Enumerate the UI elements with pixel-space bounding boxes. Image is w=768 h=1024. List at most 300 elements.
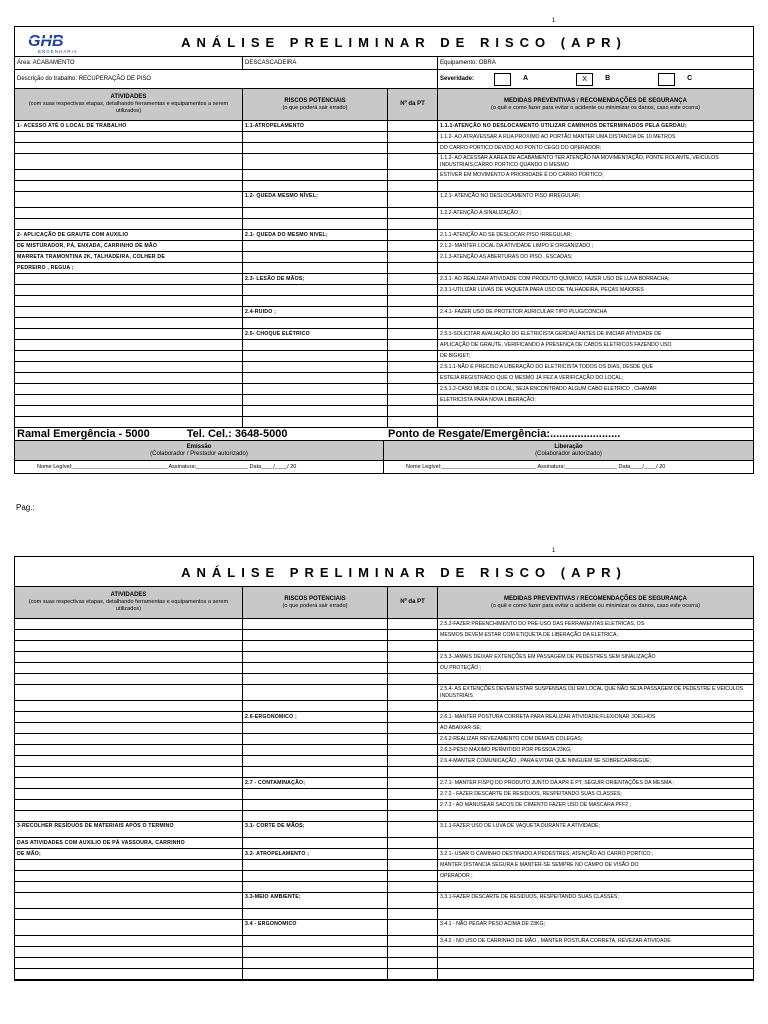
- pt-number-cell: [388, 318, 438, 328]
- activity-cell: [15, 307, 243, 317]
- pt-number-cell: [388, 674, 438, 684]
- table-row: [15, 789, 753, 800]
- risk-cell: [243, 154, 388, 169]
- table-row: [15, 936, 753, 947]
- measure-cell: 3.2.1- USAR O CAMINHO DESTINADO A PEDESTRES, ATENÇÃO AO CARRO PORTICO ;: [440, 851, 654, 857]
- work-description-field: Descrição do trabalho: RECUPERAÇÃO DE PISO: [15, 70, 438, 88]
- pt-number-cell: [388, 778, 438, 788]
- pt-number-cell: [388, 395, 438, 405]
- measure-cell: 2.6.3-PESO MAXIMO PERMITIDO POR PESSOA 23KG;: [440, 747, 572, 753]
- pt-number-cell: [388, 241, 438, 251]
- risk-cell: 2.7 - CONTAMINAÇÃO;: [243, 778, 388, 788]
- risk-cell: 1.2- QUEDA MESMO NÍVEL;: [243, 192, 388, 207]
- activity-cell: [15, 192, 243, 207]
- measure-cell: 2.5.4- AS EXTENÇÕES DEVEM ESTAR SUSPENSAS,OU EM LOCAL QUE NÃO SEJA PASSAGEM DE PEDESTRE E VEICULOS INDUSTRIAIS: [440, 686, 744, 699]
- pt-number-cell: [388, 969, 438, 979]
- table-header: [15, 587, 753, 619]
- pt-number-cell: [388, 800, 438, 810]
- risks-header: RISCOS POTENCIAIS (o que poderá sair errado): [243, 89, 388, 120]
- risk-cell: [243, 181, 388, 191]
- table-row: [15, 132, 753, 143]
- risk-cell: [243, 373, 388, 383]
- pt-number-cell: [388, 756, 438, 766]
- activity-cell: [15, 143, 243, 153]
- risk-cell: [243, 663, 388, 673]
- table-row: [15, 143, 753, 154]
- table-row: [15, 893, 753, 909]
- measure-cell: DE BIGKIET;: [440, 353, 470, 359]
- table-body: [15, 619, 753, 980]
- table-row: [15, 849, 753, 860]
- activity-cell: [15, 778, 243, 788]
- measure-cell: 2.6.1- MANTER POSTURA CORRETA PARA REALIZAR ATIVIDADE;FLEXIONAR JOELHOS: [440, 714, 656, 720]
- measure-cell: ELETRICISTA PARA NOVA LIBERAÇÃO;: [440, 397, 536, 403]
- risk-cell: [243, 745, 388, 755]
- table-row: [15, 778, 753, 789]
- activity-cell: [15, 734, 243, 744]
- page-number: 1: [552, 548, 556, 554]
- activity-cell: [15, 712, 243, 722]
- activity-cell: DAS ATIVIDADES COM AUXILIO DE PÁ VASSOURA, CARRINHO: [15, 838, 243, 848]
- measure-cell: 1.1.2- AO ATRAVESSAR A RUA PROXIMO AO PORTÃO MANTER UMA DISTANCIA DE 10 METROS: [440, 134, 676, 140]
- pt-number-cell: [388, 789, 438, 799]
- activity-cell: [15, 630, 243, 640]
- activity-cell: [15, 208, 243, 218]
- measure-cell: [438, 181, 753, 191]
- table-row: [15, 723, 753, 734]
- risk-cell: [243, 871, 388, 881]
- pt-number-cell: [388, 219, 438, 229]
- risk-cell: [243, 882, 388, 892]
- table-row: [15, 351, 753, 362]
- measure-cell: 2.7.3 - AO MANUSEAR SACOS DE CIMENTO FAZER USO DE MASCARA PFF2 ;: [440, 802, 632, 808]
- table-row: [15, 406, 753, 417]
- table-row: [15, 652, 753, 663]
- document-title: ANÁLISE PRELIMINAR DE RISCO (APR): [181, 35, 627, 50]
- severity-label: Severidade:: [440, 76, 475, 82]
- severity-c-checkbox[interactable]: [658, 73, 675, 86]
- table-row: [15, 712, 753, 723]
- risk-cell: [243, 351, 388, 361]
- pt-number-cell: [388, 252, 438, 262]
- table-row: [15, 384, 753, 395]
- risk-cell: [243, 362, 388, 372]
- table-row: [15, 800, 753, 811]
- table-row: [15, 871, 753, 882]
- risk-cell: [243, 969, 388, 979]
- severity-selector: [438, 70, 753, 88]
- risk-cell: [243, 340, 388, 350]
- pt-number-cell: [388, 373, 438, 383]
- pt-number-cell: [388, 208, 438, 218]
- table-row: [15, 860, 753, 871]
- measure-cell: 2.3.1-UTILIZAR LUVAS DE VAQUETA PARA USO DE TALHADEIRA, PEÇAS MAIORES: [440, 287, 644, 293]
- activity-cell: [15, 296, 243, 306]
- activity-cell: 2- APLICAÇÃO DE GRAUTE COM AUXILIO: [15, 230, 243, 240]
- pt-number-cell: [388, 745, 438, 755]
- activity-cell: [15, 674, 243, 684]
- pt-number-cell: [388, 685, 438, 700]
- measure-cell: 3.4.1 - NÃO PEGAR PESO ACIMA DE 23KG;: [440, 921, 545, 927]
- pt-number-cell: [388, 767, 438, 777]
- activity-cell: DE MISTURADOR, PÁ, ENXADA, CARRINHO DE MÃO: [15, 241, 243, 251]
- activities-header: ATIVIDADES (com suas respectivas etapas, detalhando ferramentas e equipamentos a serem utilizados): [15, 89, 243, 120]
- measure-cell: [438, 219, 753, 229]
- activity-cell: [15, 619, 243, 629]
- risk-cell: [243, 789, 388, 799]
- measure-cell: AO ABAIXAR-SE;: [440, 725, 482, 731]
- measure-cell: 3.3.1-FAZER DESCARTE DE RESIDUOS, RESPEITANDO SUAS CLASSES;: [440, 894, 619, 900]
- risk-cell: [243, 674, 388, 684]
- table-body: [15, 121, 753, 428]
- activity-cell: [15, 652, 243, 662]
- risk-cell: [243, 860, 388, 870]
- table-row: [15, 263, 753, 274]
- risk-cell: [243, 630, 388, 640]
- measure-cell: [438, 318, 753, 328]
- measure-cell: 2.5.1.2-CASO MUDE O LOCAL, SEJA ENCONTRADO ALGUM CABO ELETRICO , CHAMAR: [440, 386, 657, 392]
- measure-cell: OPERADOR ;: [440, 873, 473, 879]
- risk-cell: [243, 132, 388, 142]
- risk-cell: [243, 263, 388, 273]
- ponto-de-resgate: Ponto de Resgate/Emergência:.......................: [388, 428, 621, 440]
- table-row: [15, 882, 753, 893]
- pt-header: Nº da PT: [388, 587, 438, 618]
- pt-number-cell: [388, 170, 438, 180]
- title-row: [15, 557, 753, 587]
- activity-cell: [15, 958, 243, 968]
- activity-cell: [15, 351, 243, 361]
- title-row: [15, 27, 753, 57]
- table-row: [15, 838, 753, 849]
- measure-cell: 2.3.1- AO REALIZAR ATIVIDADE COM PRODUTO QUIMICO, FAZER USO DE LUVA BORRACHA;: [440, 276, 670, 282]
- table-row: [15, 241, 753, 252]
- activity-cell: [15, 285, 243, 295]
- pt-number-cell: [388, 822, 438, 837]
- activity-cell: 3-RECOLHER RESÍDUOS DE MATERIAIS APÓS O TERMINO: [15, 822, 243, 837]
- activity-cell: [15, 701, 243, 711]
- measure-cell: [438, 969, 753, 979]
- activity-cell: [15, 947, 243, 957]
- activity-cell: [15, 406, 243, 416]
- table-row: [15, 219, 753, 230]
- pag-label: Pag.:: [16, 503, 35, 512]
- risk-cell: 3.3-MEIO AMBIENTE;: [243, 893, 388, 908]
- pt-number-cell: [388, 340, 438, 350]
- risk-cell: [243, 406, 388, 416]
- measure-cell: [438, 406, 753, 416]
- activity-cell: [15, 663, 243, 673]
- pt-number-cell: [388, 909, 438, 919]
- measure-cell: 1.1.1-ATENÇÃO NO DESLOCAMENTO UTILIZAR CAMINHOS DETERMINADOS PELA GERDAU;: [440, 123, 687, 129]
- measure-cell: [438, 838, 753, 848]
- pt-number-cell: [388, 329, 438, 339]
- pt-number-cell: [388, 860, 438, 870]
- measure-cell: 2.5.3-JAMAIS DEIXAR EXTENÇÕES EM PASSAGEM DE PEDESTRES SEM SINALIZAÇÃO: [440, 654, 656, 660]
- measure-cell: 3.1.1-FAZER USO DE LUVA DE VAQUETA DURANTE A ATIVIDADE;: [440, 823, 600, 829]
- risk-cell: [243, 641, 388, 651]
- risk-cell: [243, 947, 388, 957]
- activity-cell: [15, 132, 243, 142]
- table-row: [15, 958, 753, 969]
- measure-cell: APLICAÇÃO DE GRAUTE, VERIFICANDO A PRESENÇA DE CABOS ELETRICOS FAZENDO USO: [440, 342, 672, 348]
- table-row: [15, 417, 753, 428]
- table-row: [15, 641, 753, 652]
- risk-cell: 2.4-RUIDO ;: [243, 307, 388, 317]
- emissao-header: Emissão (Colaborador / Prestador autorizado): [15, 441, 384, 460]
- risk-cell: 2.1- QUEDA DO MESMO NIVEL;: [243, 230, 388, 240]
- activity-cell: [15, 756, 243, 766]
- svg-text:ENGENHARIA: ENGENHARIA: [38, 49, 78, 54]
- activity-cell: [15, 920, 243, 935]
- measure-cell: ESTEJA REGISTRADO QUE O MESMO JÁ FEZ A VERIFICAÇÃO DO LOCAL;: [440, 375, 624, 381]
- signature-row: [15, 461, 753, 473]
- measure-cell: 2.5.2-FAZER PREENCHIMENTO DO PRE-USO DAS FERRAMENTAS ELETRICAS, OS: [440, 621, 645, 627]
- info-row-area: [15, 57, 753, 70]
- table-row: [15, 274, 753, 285]
- table-row: [15, 170, 753, 181]
- measure-cell: [438, 958, 753, 968]
- measure-cell: 2.5.1.1-NÃO É PRECISO A LIBERAÇÃO DO ELETRICISTA TODOS OS DIAS, DESDE QUE: [440, 364, 654, 370]
- pt-number-cell: [388, 307, 438, 317]
- risk-cell: [243, 170, 388, 180]
- measure-cell: [438, 811, 753, 821]
- pt-number-cell: [388, 121, 438, 131]
- risk-cell: 2.5- CHOQUE ELÉTRICO: [243, 329, 388, 339]
- info-row-severity: [15, 70, 753, 89]
- pt-number-cell: [388, 641, 438, 651]
- risk-cell: [243, 701, 388, 711]
- severity-b-checkbox[interactable]: X: [576, 73, 593, 86]
- risk-cell: 2.6-ERGONOMICO ;: [243, 712, 388, 722]
- pt-number-cell: [388, 871, 438, 881]
- activity-cell: [15, 871, 243, 881]
- activity-cell: [15, 274, 243, 284]
- pt-number-cell: [388, 734, 438, 744]
- pt-number-cell: [388, 849, 438, 859]
- table-row: [15, 745, 753, 756]
- risk-cell: 3.4 - ERGONOMICO: [243, 920, 388, 935]
- activity-cell: [15, 181, 243, 191]
- activity-cell: 1- ACESSO ATÉ O LOCAL DE TRABALHO: [15, 121, 243, 131]
- risk-cell: [243, 619, 388, 629]
- activity-cell: [15, 362, 243, 372]
- activity-cell: [15, 882, 243, 892]
- emissao-sign-line[interactable]: Nome Legível:_______________________________ Assinatura:_________________ Data____/____/ 20: [15, 461, 384, 473]
- table-row: [15, 734, 753, 745]
- pt-number-cell: [388, 143, 438, 153]
- pt-number-cell: [388, 132, 438, 142]
- measure-cell: DO CARRO PORTICO DEVIDO AO PONTO CEGO DO OPERADOR;: [440, 145, 602, 151]
- pt-number-cell: [388, 351, 438, 361]
- measures-header: MEDIDAS PREVENTIVAS / RECOMENDAÇÕES DE SEGURANÇA (o quê e como fazer para evitar o acidente ou minimizar os danos, caso este ocorra): [491, 595, 700, 609]
- activity-cell: [15, 318, 243, 328]
- measure-cell: 3.4.2 - NO USO DE CARRINHO DE MÃO , MANTER POSTURA CORRETA, REVEZAR ATIVIDADE: [440, 938, 671, 944]
- measure-cell: 1.2.1- ATENÇÃO NO DESLOCAMENTO PISO IRREGULAR;: [440, 193, 581, 199]
- measure-cell: [438, 882, 753, 892]
- pt-number-cell: [388, 723, 438, 733]
- table-row: [15, 296, 753, 307]
- table-row: [15, 362, 753, 373]
- pt-number-cell: [388, 958, 438, 968]
- table-row: [15, 230, 753, 241]
- risk-cell: [243, 395, 388, 405]
- measure-cell: [438, 641, 753, 651]
- liberacao-header: Liberação (Colaborador autorizado): [535, 443, 602, 457]
- severity-a-checkbox[interactable]: [494, 73, 511, 86]
- liberacao-sign-line[interactable]: Nome Legível:_______________________________ Assinatura:_________________ Data____/____/ 20: [406, 464, 666, 470]
- table-row: [15, 285, 753, 296]
- measure-cell: [438, 947, 753, 957]
- location-field: DESCASCADEIRA: [243, 57, 438, 69]
- equipment-field: Equipamento: OBRA: [440, 60, 496, 66]
- pt-number-cell: [388, 701, 438, 711]
- risk-cell: 1.1-ATROPELAMENTO: [243, 121, 388, 131]
- measure-cell: [438, 701, 753, 711]
- table-row: [15, 701, 753, 712]
- pt-number-cell: [388, 619, 438, 629]
- table-row: [15, 373, 753, 384]
- risk-cell: [243, 208, 388, 218]
- ramal-emergencia: Ramal Emergência - 5000: [17, 428, 150, 440]
- risk-cell: [243, 838, 388, 848]
- risk-cell: 3.2- ATROPELAMENTO ;: [243, 849, 388, 859]
- risk-cell: [243, 685, 388, 700]
- measure-cell: [438, 767, 753, 777]
- pt-number-cell: [388, 712, 438, 722]
- pt-number-cell: [388, 936, 438, 946]
- pt-number-cell: [388, 947, 438, 957]
- risk-cell: [243, 734, 388, 744]
- activity-cell: [15, 641, 243, 651]
- table-row: [15, 208, 753, 219]
- table-row: [15, 756, 753, 767]
- risk-cell: [243, 723, 388, 733]
- pt-number-cell: [388, 154, 438, 169]
- table-row: [15, 154, 753, 170]
- measure-cell: [438, 909, 753, 919]
- measure-cell: MESMOS DEVEM ESTAR COM ETIQUETA DE LIBERAÇÃO DA ELETRICA;: [440, 632, 618, 638]
- page-number: 1: [552, 18, 556, 24]
- activity-cell: [15, 860, 243, 870]
- measure-cell: 2.4.1- FAZER USO DE PROTETOR AURICULAR TIPO PLUG/CONCHA: [440, 309, 607, 315]
- risk-cell: [243, 811, 388, 821]
- risk-cell: [243, 756, 388, 766]
- table-row: [15, 663, 753, 674]
- activity-cell: [15, 936, 243, 946]
- risk-cell: [243, 143, 388, 153]
- table-row: [15, 969, 753, 980]
- activity-cell: PEDREIRO , REGUA ;: [15, 263, 243, 273]
- activity-cell: [15, 395, 243, 405]
- pt-number-cell: [388, 893, 438, 908]
- emergency-contacts: [15, 428, 388, 440]
- activity-cell: [15, 685, 243, 700]
- risk-cell: [243, 909, 388, 919]
- pt-number-cell: [388, 296, 438, 306]
- activity-cell: [15, 789, 243, 799]
- risk-cell: [243, 241, 388, 251]
- pt-number-cell: [388, 652, 438, 662]
- table-row: [15, 181, 753, 192]
- table-row: [15, 192, 753, 208]
- measure-cell: OU PROTEÇÃO ;: [440, 665, 482, 671]
- measure-cell: [438, 417, 753, 427]
- emergency-row: [15, 428, 753, 441]
- table-header: [15, 89, 753, 121]
- risk-cell: [243, 417, 388, 427]
- measure-cell: 2.6.4-MANTER COMUNICAÇÃO , PARA EVITAR QUE NINGUEM SE SOBRECARREGUE;: [440, 758, 652, 764]
- risk-cell: [243, 384, 388, 394]
- pt-number-cell: [388, 663, 438, 673]
- risk-cell: [243, 958, 388, 968]
- measure-cell: 1.2.2-ATENÇÃO A SINALIZAÇÃO ;: [440, 210, 521, 216]
- pt-number-cell: [388, 882, 438, 892]
- table-row: [15, 121, 753, 132]
- table-row: [15, 619, 753, 630]
- pt-number-cell: [388, 285, 438, 295]
- pt-number-cell: [388, 230, 438, 240]
- activities-header: ATIVIDADES (com suas respectivas etapas, detalhando ferramentas e equipamentos a serem utilizados): [15, 587, 243, 618]
- signature-header: [15, 441, 753, 461]
- risk-cell: [243, 318, 388, 328]
- measure-cell: 2.1.1-ATENÇÃO AO SE DESLOCAR PISO IRREGULAR;: [440, 232, 572, 238]
- measure-cell: MANTER DISTANCIA SEGURA E MANTER-SE SEMPRE NO CAMPO DE VISÃO DO: [440, 862, 639, 868]
- table-row: [15, 767, 753, 778]
- activity-cell: [15, 811, 243, 821]
- pt-number-cell: [388, 811, 438, 821]
- activity-cell: [15, 767, 243, 777]
- activity-cell: [15, 340, 243, 350]
- svg-text:GHB: GHB: [28, 33, 64, 50]
- severity-c-label: C: [687, 75, 693, 82]
- risk-cell: 3.1- CORTE DE MÃOS;: [243, 822, 388, 837]
- risks-header: RISCOS POTENCIAIS (o que poderá sair errado): [243, 587, 388, 618]
- area-field: Área: ACABAMENTO: [15, 57, 243, 69]
- pt-number-cell: [388, 630, 438, 640]
- risk-cell: [243, 252, 388, 262]
- table-row: [15, 630, 753, 641]
- pt-header: Nº da PT: [388, 89, 438, 120]
- activity-cell: [15, 909, 243, 919]
- activity-cell: MARRETA TRAMONTINA 2K, TALHADEIRA, COLHER DE: [15, 252, 243, 262]
- table-row: [15, 909, 753, 920]
- table-row: [15, 920, 753, 936]
- pt-number-cell: [388, 417, 438, 427]
- measure-cell: 2.1.2- MANTER LOCAL DA ATIVIDADE LIMPO E ORGANIZADO ;: [440, 243, 594, 249]
- apr-sheet-page-1: [14, 18, 754, 474]
- severity-b-label: B: [605, 75, 611, 82]
- activity-cell: [15, 723, 243, 733]
- risk-cell: [243, 285, 388, 295]
- measure-cell: 2.5.1-SOLICITAR AVALIAÇÃO DO ELETRICISTA GERDAU ANTES DE INICIAR ATIVIDADE DE: [440, 331, 662, 337]
- measure-cell: 2.1.3-ATENÇÃO AS ABERTURAS DO PISO , ESCADAS;: [440, 254, 573, 260]
- activity-cell: [15, 969, 243, 979]
- risk-cell: [243, 296, 388, 306]
- risk-cell: [243, 936, 388, 946]
- pt-number-cell: [388, 192, 438, 207]
- activity-cell: [15, 745, 243, 755]
- measure-cell: [438, 296, 753, 306]
- document-title: ANÁLISE PRELIMINAR DE RISCO (APR): [181, 565, 627, 580]
- pt-number-cell: [388, 406, 438, 416]
- pt-number-cell: [388, 263, 438, 273]
- pt-number-cell: [388, 274, 438, 284]
- measure-cell: 2.7.1- MANTER FISPQ DO PRODUTO JUNTO DA APR E PT, SEGUIR ORIENTAÇÕES DA MESMA ;: [440, 780, 675, 786]
- measure-cell: [438, 263, 753, 273]
- pt-number-cell: [388, 920, 438, 935]
- severity-a-label: A: [523, 75, 529, 82]
